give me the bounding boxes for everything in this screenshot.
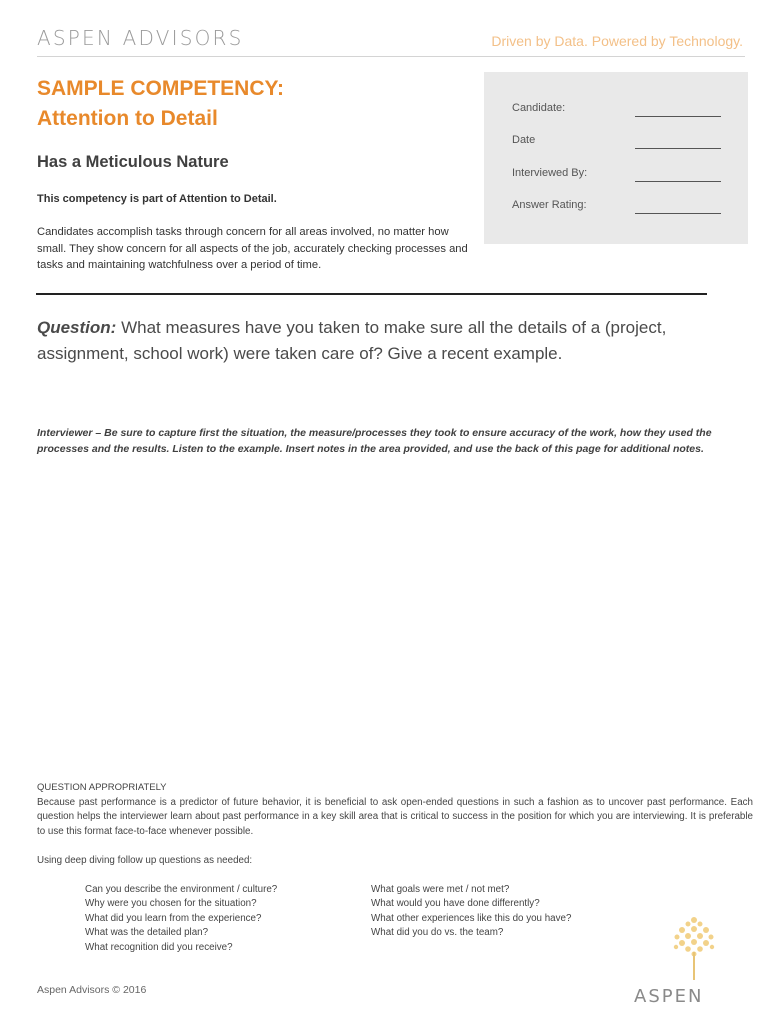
candidate-label: Candidate: [512, 102, 566, 114]
competency-description: Candidates accomplish tasks through concern for all areas involved, no matter how small. They show concern for all aspects of the job, accurately checking processes and tasks and maintaining watchfulness over a period of time. [37, 226, 468, 271]
follow-up-list-left [85, 883, 277, 955]
interviewed-by-row [512, 167, 748, 187]
list-item: What was the detailed plan? [85, 927, 209, 939]
date-row [512, 134, 748, 154]
list-item: What other experiences like this do you have? [371, 912, 572, 924]
competency-part-of: This competency is part of Attention to Detail. [37, 193, 277, 205]
list-item: What would you have done differently? [371, 898, 540, 910]
list-item: What recognition did you receive? [85, 941, 233, 953]
competency-title-line2: Attention to Detail [37, 107, 218, 130]
date-label: Date [512, 134, 536, 146]
question-appropriately-body: Because past performance is a predictor of future behavior, it is beneficial to ask open-ended questions in such a fashion as to uncover past performance. Each question helps the interviewer learn about past performance in a key skill area that is critical to success in the position for which you are interviewing. It is preferable to use this format face-to-face whenever possible. [37, 797, 753, 837]
answer-rating-row [512, 199, 748, 219]
section-divider [36, 293, 707, 295]
answer-rating-field[interactable] [635, 213, 721, 214]
interviewed-by-field[interactable] [635, 181, 721, 182]
follow-up-list-right [371, 883, 571, 941]
list-item: What goals were met / not met? [371, 884, 510, 895]
footer-logo-text: ASPEN [634, 986, 704, 1007]
question-text: What measures have you taken to make sure all the details of a (project, assignment, school work) were taken care of? Give a recent example. [37, 318, 667, 363]
list-item: What did you learn from the experience? [85, 912, 262, 924]
brand-logo-text: ASPEN ADVISORS [37, 26, 244, 50]
list-item: What did you do vs. the team? [371, 927, 504, 939]
competency-title [37, 74, 284, 134]
footer-copyright: Aspen Advisors © 2016 [37, 984, 147, 996]
competency-subheading: Has a Meticulous Nature [37, 153, 229, 171]
interview-info-box [484, 72, 748, 244]
interview-question [37, 315, 727, 367]
answer-rating-label: Answer Rating: [512, 199, 587, 211]
header-tagline: Driven by Data. Powered by Technology. [491, 33, 743, 49]
candidate-row [512, 102, 748, 122]
aspen-tree-icon [664, 912, 724, 982]
question-lead: Question: [37, 318, 117, 337]
date-field[interactable] [635, 148, 721, 149]
question-appropriately-heading: QUESTION APPROPRIATELY [37, 782, 167, 793]
competency-title-line1: SAMPLE COMPETENCY: [37, 77, 284, 100]
list-item: Why were you chosen for the situation? [85, 898, 257, 910]
deep-dive-intro: Using deep diving follow up questions as needed: [37, 855, 253, 866]
header-divider [37, 56, 745, 57]
interviewed-by-label: Interviewed By: [512, 167, 588, 179]
candidate-field[interactable] [635, 116, 721, 117]
list-item: Can you describe the environment / culture? [85, 884, 278, 895]
interviewer-note: Interviewer – Be sure to capture first the situation, the measure/processes they took to ensure accuracy of the work, how they used the processes and the results. Listen to the example. Insert notes in the area provided, and use the back of this page for additional notes. [37, 427, 712, 455]
